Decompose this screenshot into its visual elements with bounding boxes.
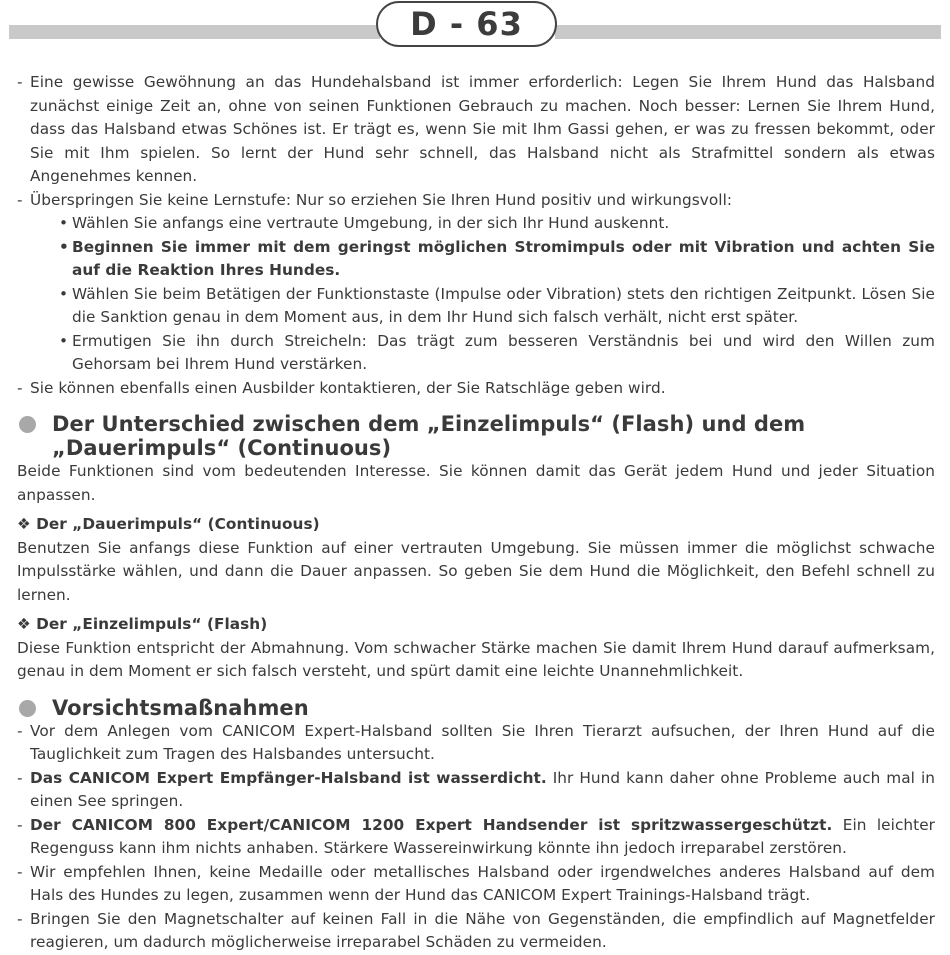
page-content: [17, 71, 935, 955]
intro-item: - Eine gewisse Gewöhnung an das Hundehalsband ist immer erforderlich: Legen Sie Ihrem Hund das Halsband zunächst einige Zeit an, ohne von seinen Funktionen Gebrauch zu machen. Noch besser: Lernen Sie Ihrem Hund, dass das Halsband etwas Schönes ist. Er trägt es, wenn Sie mit Ihm Gassi gehen, er was zu fressen bekommt, oder Sie mit Ihm spielen. So lernt der Hund sehr schnell, das Halsband nicht als Strafmittel sondern als etwas Angenehmes kennen.: [17, 71, 935, 189]
bullet-text: Beginnen Sie immer mit dem geringst möglichen Stromimpuls oder mit Vibration und achten Sie auf die Reaktion Ihres Hundes.: [72, 237, 935, 279]
intro-item: - Überspringen Sie keine Lernstufe: Nur so erziehen Sie Ihren Hund positiv und wirkungsvoll:: [17, 189, 935, 213]
bullet-text: Wählen Sie anfangs eine vertraute Umgebung, in der sich Ihr Hund auskennt.: [72, 214, 670, 232]
precaution-item: - Wir empfehlen Ihnen, keine Medaille oder metallisches Halsband oder irgendwelches anderes Halsband auf dem Hals des Hundes zu legen, zusammen wenn der Hund das CANICOM Expert Trainings-Halsband trägt.: [17, 861, 935, 908]
page-number-badge: D - 63: [376, 1, 557, 47]
precaution-item: - Bringen Sie den Magnetschalter auf keinen Fall in die Nähe von Gegenständen, die empfindlich auf Magnetfelder reagieren, um dadurch möglicherweise irreparabel Schäden zu vermeiden.: [17, 908, 935, 955]
section-heading-impulse: [17, 412, 935, 460]
bullet-dot: •: [59, 237, 69, 256]
subheading-continuous: ❖ Der „Dauerimpuls“ (Continuous): [17, 515, 320, 533]
section-title: Der Unterschied zwischen dem „Einzelimpuls“ (Flash) und dem „Dauerimpuls“ (Continuous): [52, 412, 806, 460]
section-bullet-icon: [19, 416, 36, 433]
subsection-body: Diese Funktion entspricht der Abmahnung. Vom schwacher Stärke machen Sie damit Ihrem Hund darauf aufmerksam, genau in dem Moment er sich falsch versteht, und spürt damit eine leichte Unannehmlichkeit.: [17, 638, 935, 680]
bullet-dot: •: [59, 331, 69, 350]
header-rule-left: [9, 25, 380, 39]
bullet-item: [59, 212, 935, 236]
header-rule-right: [555, 25, 941, 39]
section-title: Vorsichtsmaßnahmen: [52, 695, 309, 720]
section-body: Beide Funktionen sind vom bedeutenden Interesse. Sie können damit das Gerät jedem Hund und jeder Situation anpassen.: [17, 462, 935, 504]
bullet-text: Wählen Sie beim Betätigen der Funktionstaste (Impulse oder Vibration) stets den richtigen Zeitpunkt. Lösen Sie die Sanktion genau in dem Moment aus, in dem Ihr Hund sich falsch verhält, nicht erst später.: [72, 284, 935, 326]
precaution-item: - Der CANICOM 800 Expert/CANICOM 1200 Expert Handsender ist spritzwassergeschützt. Ein leichter Regenguss kann ihm nichts anhaben. Stärkere Wassereinwirkung könnte ihn jedoch irreparabel zerstören.: [17, 814, 935, 861]
precaution-item: - Vor dem Anlegen vom CANICOM Expert-Halsband sollten Sie Ihren Tierarzt aufsuchen, der Ihren Hund auf die Tauglichkeit zum Tragen des Halsbandes untersucht.: [17, 720, 935, 767]
subheading-flash: ❖ Der „Einzelimpuls“ (Flash): [17, 615, 268, 633]
subsection-body: Benutzen Sie anfangs diese Funktion auf einer vertrauten Umgebung. Sie müssen immer die möglichst schwache Impulsstärke wählen, und dann die Dauer anpassen. So geben Sie dem Hund die Möglichkeit, den Befehl schnell zu lernen.: [17, 538, 935, 604]
bullet-text: Ermutigen Sie ihn durch Streicheln: Das trägt zum besseren Verständnis bei und wird den Willen zum Gehorsam bei Ihrem Hund verstärken.: [72, 331, 935, 373]
bullet-dot: •: [59, 284, 69, 303]
precaution-item: - Das CANICOM Expert Empfänger-Halsband ist wasserdicht. Ihr Hund kann daher ohne Probleme auch mal in einen See springen.: [17, 767, 935, 814]
page-header: [0, 0, 950, 52]
section-bullet-icon: [19, 700, 36, 717]
bullet-item: [59, 330, 935, 377]
bullet-item: [59, 283, 935, 330]
bullet-dot: •: [59, 214, 69, 232]
intro-item: - Sie können ebenfalls einen Ausbilder kontaktieren, der Sie Ratschläge geben wird.: [17, 377, 935, 401]
bullet-list: [17, 212, 935, 377]
section-heading-precautions: [17, 696, 935, 720]
bullet-item: [59, 236, 935, 283]
